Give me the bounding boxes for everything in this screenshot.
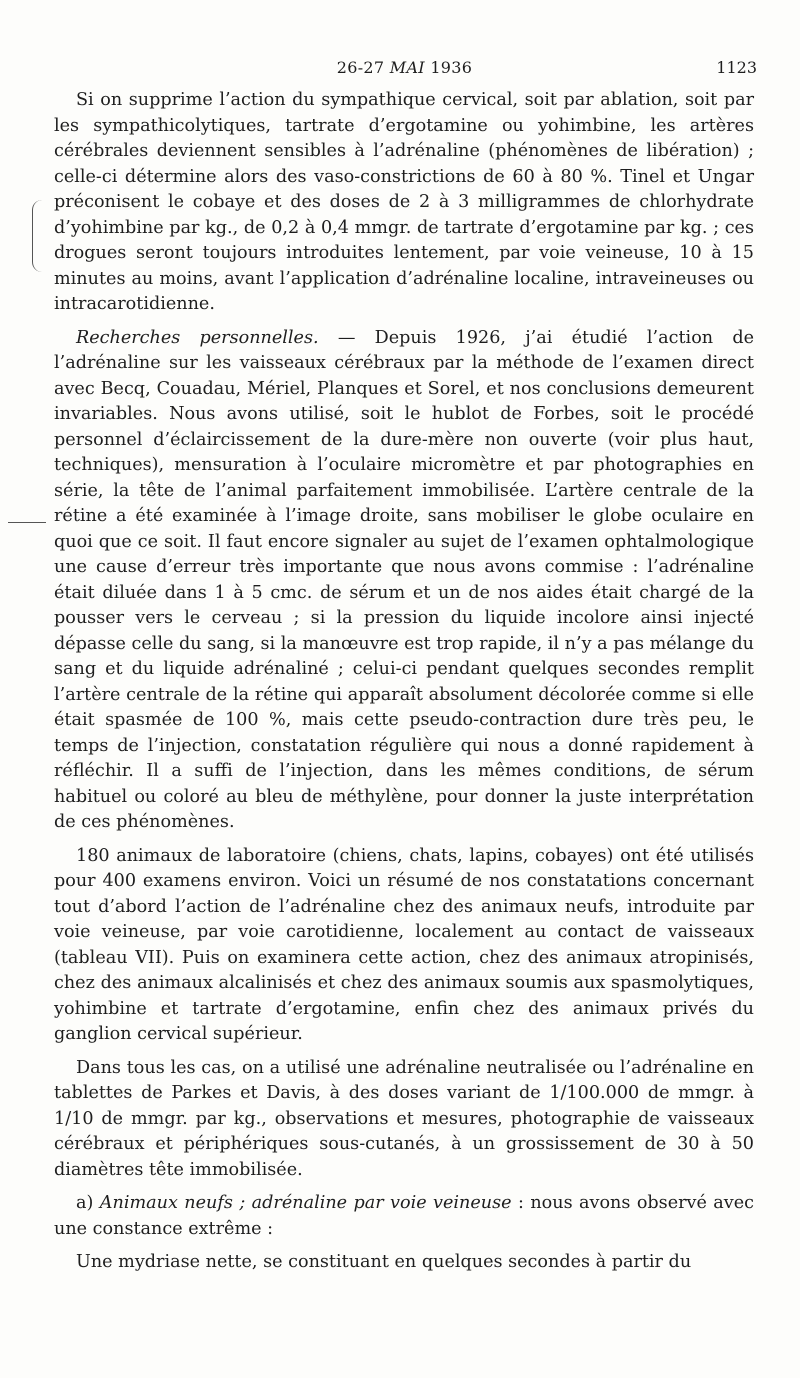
body-text (54, 88, 754, 1284)
margin-dash-mark (8, 522, 46, 523)
paragraph-2 (54, 326, 754, 836)
running-header (52, 58, 757, 82)
paragraph-4: Dans tous les cas, on a utilisé une adrénaline neutralisée ou l’adrénaline en tablettes de Parkes et Davis, à des doses variant de 1/100.000 de mmgr. à 1/10 de mmgr. par kg., observations et mesures, photographie de vaisseaux cérébraux et périphériques sous-cutanés, à un grossissement de 30 à 50 diamètres tête immobilisée. (54, 1057, 754, 1180)
margin-bracket-mark (32, 200, 43, 272)
header-date (52, 58, 757, 77)
header-month: MAI (389, 58, 425, 77)
paragraph-1: Si on supprime l’action du sympathique cervical, soit par ablation, soit par les sympathicolytiques, tartrate d’ergotamine ou yohimbine, les artères cérébrales deviennent sensibles à l’adrénaline (phénomènes de libération) ; celle-ci détermine alors des vaso-constrictions de 60 à 80 %. Tinel et Ungar préconisent le cobaye et des doses de 2 à 3 milligrammes de chlorhydrate d’yohimbine par kg., de 0,2 à 0,4 mmgr. de tartrate d’ergotamine par kg. ; ces drogues seront toujours introduites lentement, par voie veineuse, 10 à 15 minutes au moins, avant l’application d’adrénaline localine, intraveineuses ou intracarotidienne. (54, 90, 754, 314)
paragraph-5-heading: Animaux neufs ; adrénaline par voie veineuse (93, 1193, 512, 1213)
header-date-prefix: 26-27 (336, 58, 385, 77)
paragraph-5-label: a) (76, 1193, 94, 1213)
paragraph-3: 180 animaux de laboratoire (chiens, chats, lapins, cobayes) ont été utilisés pour 400 examens environ. Voici un résumé de nos constatations concernant tout d’abord l’action de l’adrénaline chez des animaux neufs, introduite par voie veineuse, par voie carotidienne, localement au contact de vaisseaux (tableau VII). Puis on examinera cette action, chez des animaux atropinisés, chez des animaux alcalinisés et chez des animaux soumis aux spasmolytiques, yohimbine et tartrate d’ergotamine, enfin chez des animaux privés du ganglion cervical supérieur. (54, 845, 754, 1044)
paragraph-2-text: — Depuis 1926, j’ai étudié l’action de l’adrénaline sur les vaisseaux cérébraux par la méthode de l’examen direct avec Becq, Couadau, Mériel, Planques et Sorel, et nos conclusions demeurent invariables. Nous avons utilisé, soit le hublot de Forbes, soit le procédé personnel d’éclaircissement de la dure-mère non ouverte (voir plus haut, techniques), mensuration à l’oculaire micromètre et par photographies en série, la tête de l’animal parfaitement immobilisée. L’artère centrale de la rétine a été examinée à l’image droite, sans mobiliser le globe oculaire en quoi que ce soit. Il faut encore signaler au sujet de l’examen ophtalmologique une cause d’erreur très importante que nous avons commise : l’adrénaline était diluée dans 1 à 5 cmc. de sérum et un de nos aides était chargé de la pousser vers le cerveau ; si la pression du liquide incolore ainsi injecté dépasse celle du sang, si la manœuvre est trop rapide, il n’y a pas mélange du sang et du liquide adrénaliné ; celui-ci pendant quelques secondes remplit l’artère centrale de la rétine qui apparaît absolument décolorée comme si elle était spasmée de 100 %, mais cette pseudo-contraction dure très peu, le temps de l’injection, constatation régulière qui nous a donné rapidement à réfléchir. Il a suffi de l’injection, dans les mêmes conditions, de sérum habituel ou coloré au bleu de méthylène, pour donner la juste interprétation de ces phénomènes. (54, 327, 755, 832)
page-number: 1123 (716, 58, 757, 77)
header-year: 1936 (430, 58, 473, 77)
paragraph-5 (54, 1191, 754, 1242)
paragraph-6: Une mydriase nette, se constituant en quelques secondes à partir du (76, 1252, 692, 1272)
paragraph-2-heading: Recherches personnelles. (76, 327, 319, 348)
paragraph-5-text: : nous avons observé avec une constance extrême : (54, 1193, 754, 1239)
